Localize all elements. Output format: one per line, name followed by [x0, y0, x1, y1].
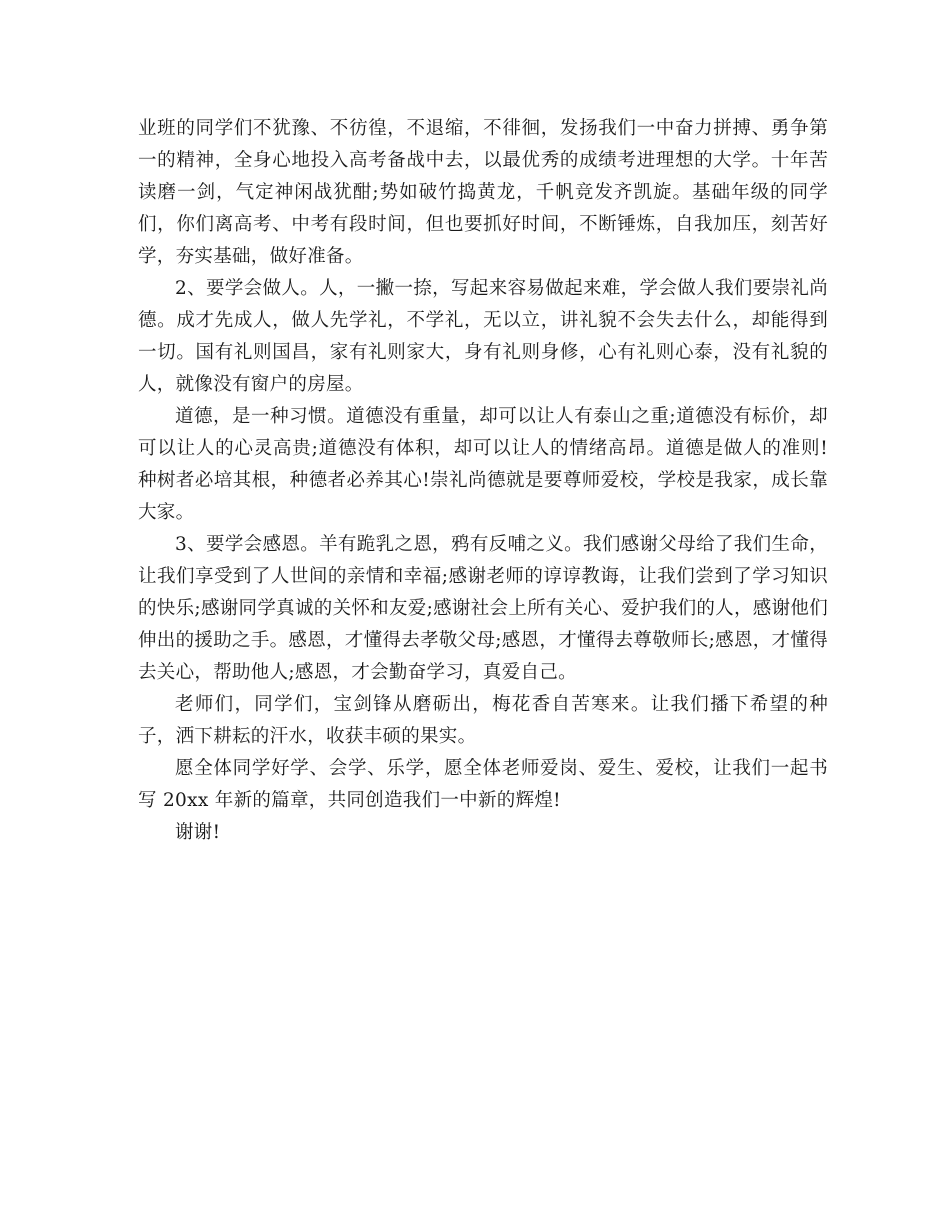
paragraph-7: 谢谢!: [175, 822, 221, 843]
paragraph-3: 道德，是一种习惯。道德没有重量，却可以让人有泰山之重;道德没有标价，却可以让人的心灵高贵;道德没有体积，却可以让人的情绪高昂。道德是做人的准则!种树者必培其根，种德者必养其心!崇礼尚德就是要尊师爱校，学校是我家，成长靠大家。: [138, 406, 828, 523]
paragraph-6: 愿全体同学好学、会学、乐学，愿全体老师爱岗、爱生、爱校，让我们一起书写 20xx 年新的篇章，共同创造我们一中新的辉煌!: [138, 758, 828, 811]
document-body: [138, 113, 828, 849]
paragraph-5: 老师们，同学们，宝剑锋从磨砺出，梅花香自苦寒来。让我们播下希望的种子，洒下耕耘的汗水，收获丰硕的果实。: [138, 694, 828, 747]
paragraph-4: 3、要学会感恩。羊有跪乳之恩，鸦有反哺之义。我们感谢父母给了我们生命，让我们享受到了人世间的亲情和幸福;感谢老师的谆谆教诲，让我们尝到了学习知识的快乐;感谢同学真诚的关怀和友爱;感谢社会上所有关心、爱护我们的人，感谢他们伸出的援助之手。感恩，才懂得去孝敬父母;感恩，才懂得去尊敬师长;感恩，才懂得去关心，帮助他人;感恩，才会勤奋学习，真爱自己。: [138, 534, 828, 683]
paragraph-2: 2、要学会做人。人，一撇一捺，写起来容易做起来难，学会做人我们要崇礼尚德。成才先成人，做人先学礼，不学礼，无以立，讲礼貌不会失去什么，却能得到一切。国有礼则国昌，家有礼则家大，身有礼则身修，心有礼则心泰，没有礼貌的人，就像没有窗户的房屋。: [138, 278, 828, 395]
paragraph-1: 业班的同学们不犹豫、不彷徨，不退缩，不徘徊，发扬我们一中奋力拼搏、勇争第一的精神，全身心地投入高考备战中去，以最优秀的成绩考进理想的大学。十年苦读磨一剑，气定神闲战犹酣;势如破竹捣黄龙，千帆竞发齐凯旋。基础年级的同学们，你们离高考、中考有段时间，但也要抓好时间，不断锤炼，自我加压，刻苦好学，夯实基础，做好准备。: [138, 118, 828, 267]
